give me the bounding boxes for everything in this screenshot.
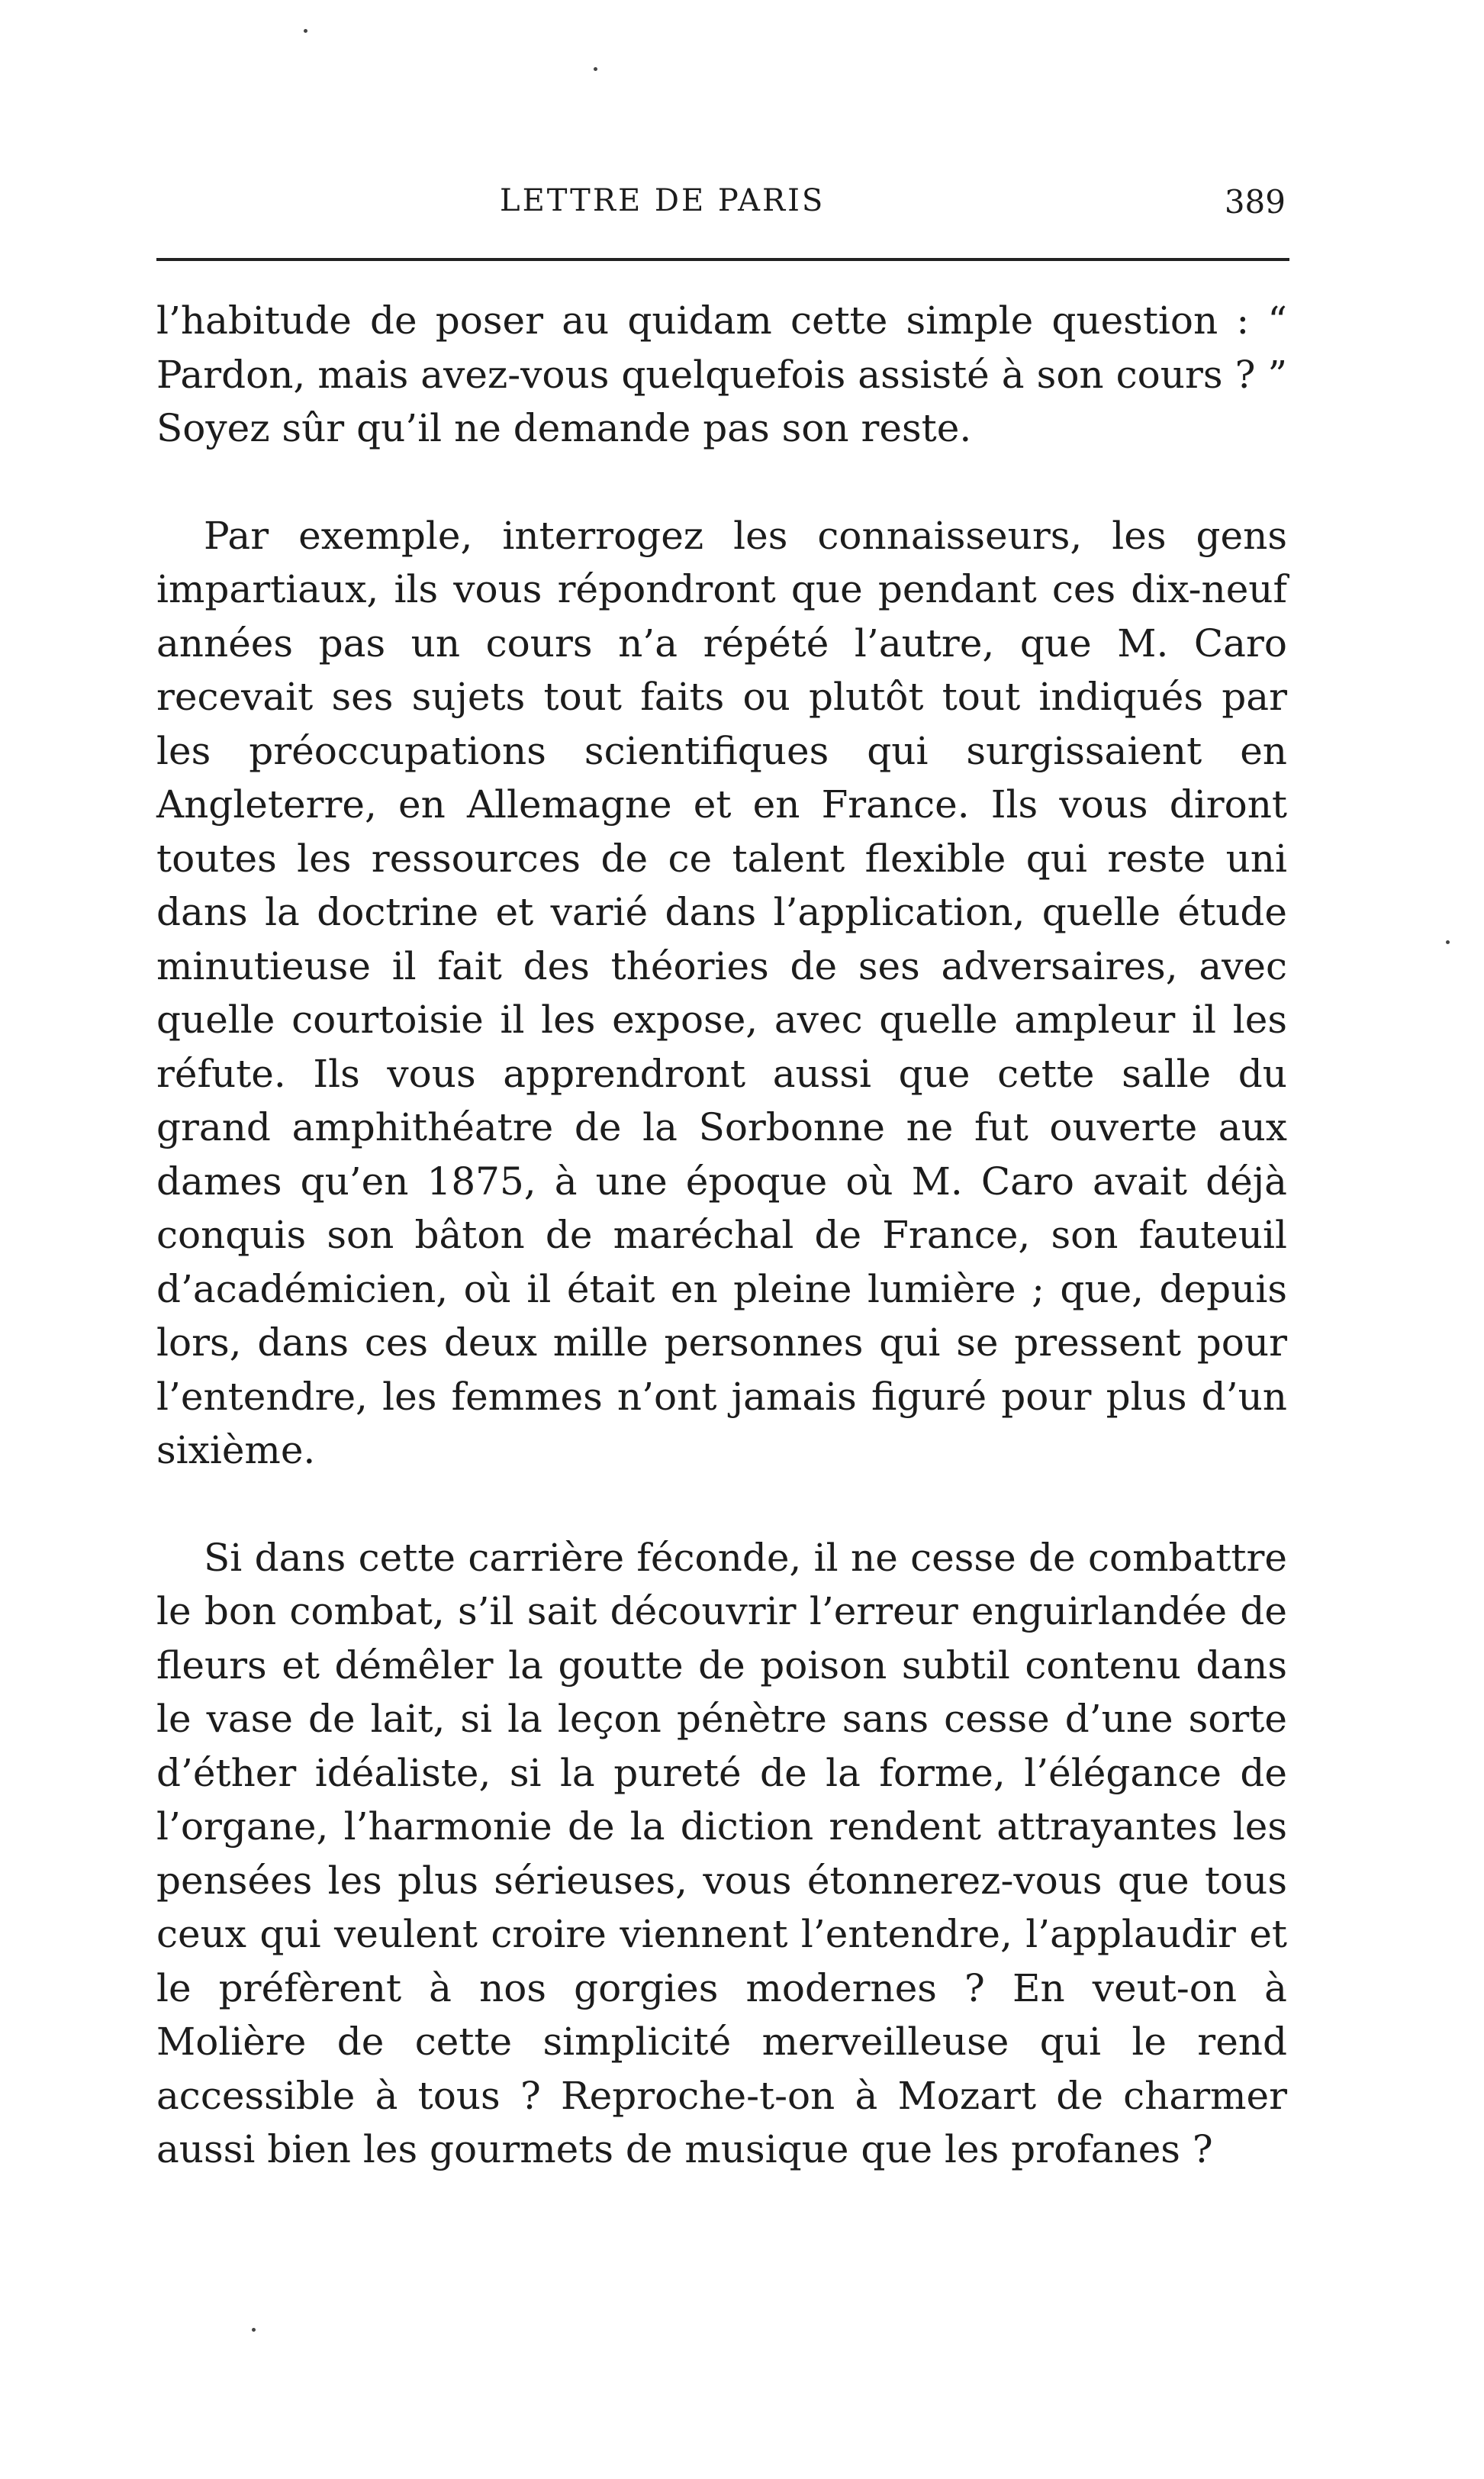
scan-speck <box>252 2328 256 2332</box>
paragraph-1: l’habitude de poser au quidam cette simple question : “ Pardon, mais avez-vous quelquefois assisté à son cours ? ” Soyez sûr qu’il ne demande pas son reste. <box>156 298 1287 450</box>
header-rule <box>156 258 1289 261</box>
scan-speck <box>304 29 307 33</box>
body-text <box>156 294 1287 2177</box>
running-title: LETTRE DE PARIS <box>500 183 826 218</box>
paragraph-3: Si dans cette carrière féconde, il ne cesse de combattre le bon combat, s’il sait découvrir l’erreur enguirlandée de fleurs et démêler la goutte de poison subtil contenu dans le vase de lait, si la leçon pénètre sans cesse d’une sorte d’éther idéaliste, si la pureté de la forme, l’élégance de l’organe, l’harmonie de la diction rendent attrayantes les pensées les plus sérieuses, vous étonnerez-vous que tous ceux qui veulent croire viennent l’entendre, l’applaudir et le préfèrent à nos gorgies modernes ? En veut-on à Molière de cette simplicité merveilleuse qui le rend accessible à tous ? Reproche-t-on à Mozart de charmer aussi bien les gourmets de musique que les profanes ? <box>156 1535 1287 2171</box>
page-header <box>156 183 1301 237</box>
page-number: 389 <box>1224 183 1286 221</box>
paragraph-2: Par exemple, interrogez les connaisseurs, les gens impartiaux, ils vous répondront que pendant ces dix-neuf années pas un cours n’a répété l’autre, que M. Caro recevait ses sujets tout faits ou plutôt tout indiqués par les préoccupations scientifiques qui surgissaient en Angleterre, en Allemagne et en France. Ils vous diront toutes les ressources de ce talent flexible qui reste uni dans la doctrine et varié dans l’application, quelle étude minutieuse il fait des théories de ses adversaires, avec quelle courtoisie il les expose, avec quelle ampleur il les réfute. Ils vous apprendront aussi que cette salle du grand amphithéatre de la Sorbonne ne fut ouverte aux dames qu’en 1875, à une époque où M. Caro avait déjà conquis son bâton de maréchal de France, son fauteuil d’académicien, où il était en pleine lumière ; que, depuis lors, dans ces deux mille personnes qui se pressent pour l’entendre, les femmes n’ont jamais figuré pour plus d’un sixième. <box>156 513 1287 1472</box>
scan-speck <box>594 67 597 71</box>
scan-speck <box>1446 940 1450 944</box>
